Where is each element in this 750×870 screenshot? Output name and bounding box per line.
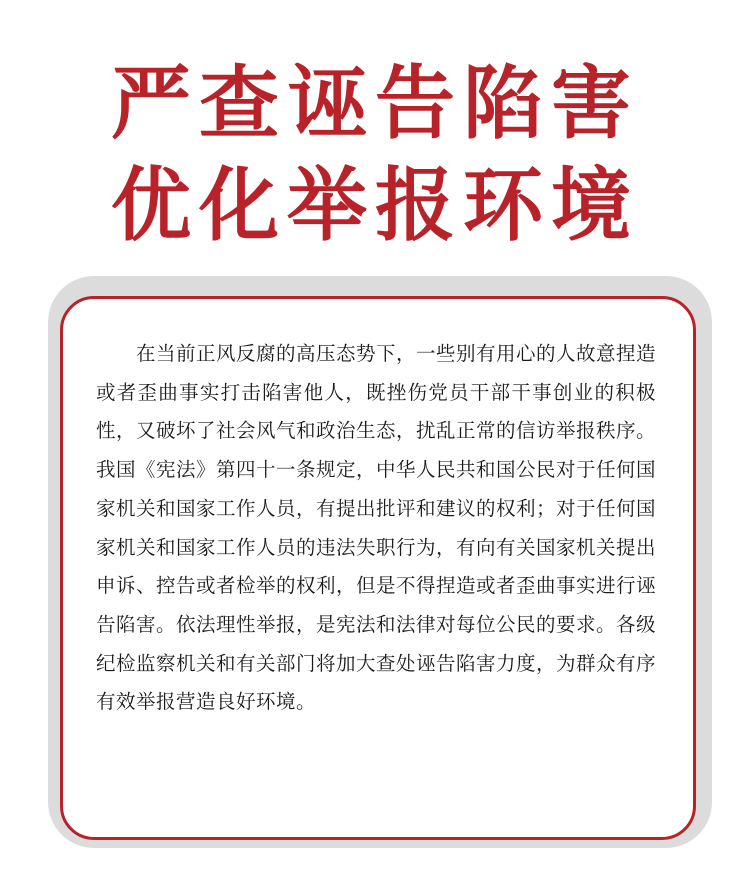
headline-line-1: 严查诬告陷害 bbox=[111, 56, 639, 150]
headline-line-2: 优化举报环境 bbox=[111, 158, 639, 252]
body-paragraph: 在当前正风反腐的高压态势下，一些别有用心的人故意捏造或者歪曲事实打击陷害他人，既挫伤党员干部干事创业的积极性，又破坏了社会风气和政治生态，扰乱正常的信访举报秩序。我国《宪法》第四十一条规定，中华人民共和国公民对于任何国家机关和国家工作人员，有提出批评和建议的权利；对于任何国家机关和国家工作人员的违法失职行为，有向有关国家机关提出申诉、控告或者检举的权利，但是不得捏造或者歪曲事实进行诬告陷害。依法理性举报，是宪法和法律对每位公民的要求。各级纪检监察机关和有关部门将加大查处诬告陷害力度，为群众有序有效举报营造良好环境。 bbox=[96, 342, 657, 714]
headline bbox=[0, 52, 750, 256]
